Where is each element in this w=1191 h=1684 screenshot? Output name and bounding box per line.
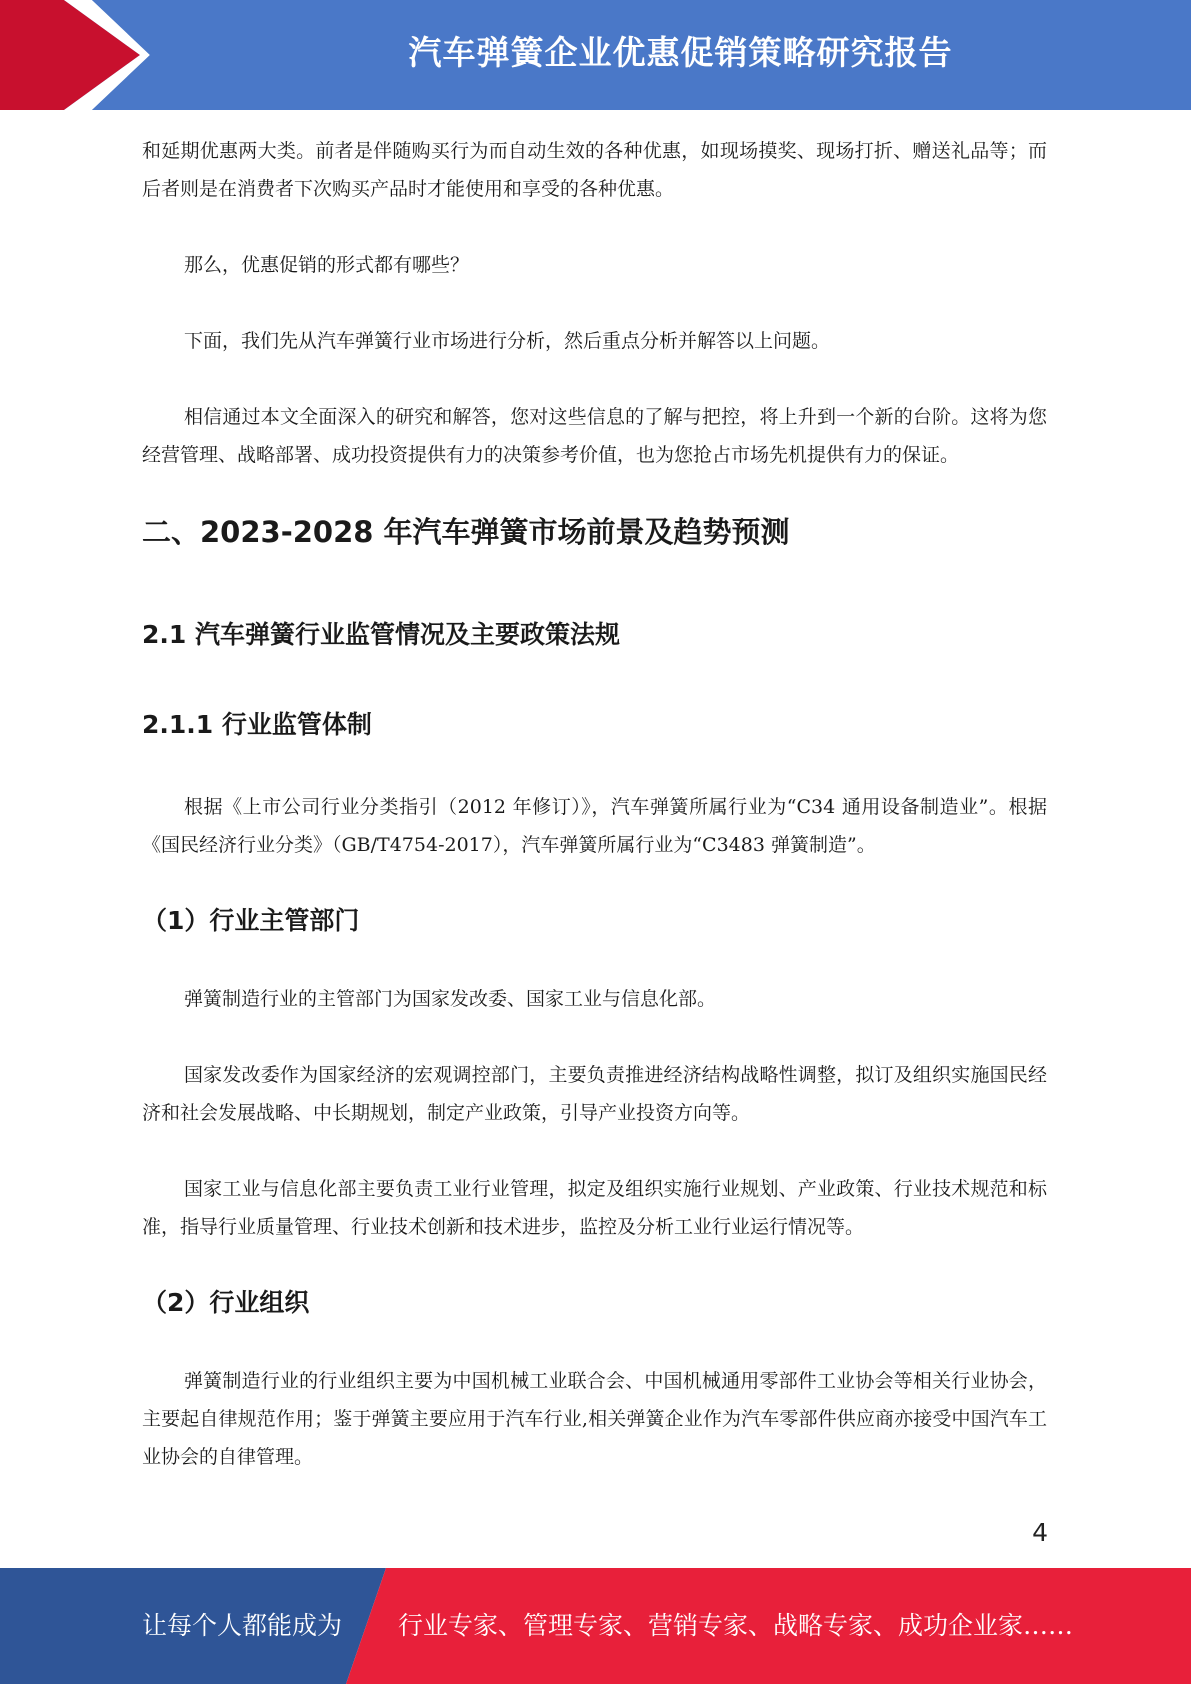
paragraph: 下面，我们先从汽车弹簧行业市场进行分析，然后重点分析并解答以上问题。 — [184, 330, 831, 352]
subsection-heading: 2.1 汽车弹簧行业监管情况及主要政策法规 — [142, 620, 620, 649]
paragraph: 相信通过本文全面深入的研究和解答，您对这些信息的了解与把控，将上升到一个新的台阶。这将为您经营管理、战略部署、成功投资提供有力的决策参考价值，也为您抢占市场先机提供有力的保证。 — [142, 406, 1047, 466]
section-heading: 二、2023-2028 年汽车弹簧市场前景及趋势预测 — [142, 515, 790, 549]
document-body — [142, 132, 1047, 1514]
footer-slogan-left: 让每个人都能成为 — [142, 1611, 343, 1640]
page-header — [0, 0, 1191, 110]
paragraph: 弹簧制造行业的行业组织主要为中国机械工业联合会、中国机械通用零部件工业协会等相关行业协会，主要起自律规范作用；鉴于弹簧主要应用于汽车行业,相关弹簧企业作为汽车零部件供应商亦接受中国汽车工业协会的自律管理。 — [142, 1370, 1047, 1468]
item-heading: （1）行业主管部门 — [142, 906, 360, 935]
paragraph: 和延期优惠两大类。前者是伴随购买行为而自动生效的各种优惠，如现场摸奖、现场打折、赠送礼品等；而后者则是在消费者下次购买产品时才能使用和享受的各种优惠。 — [142, 140, 1047, 200]
page-footer — [0, 1568, 1191, 1684]
paragraph: 那么，优惠促销的形式都有哪些？ — [184, 254, 470, 276]
subsubsection-heading: 2.1.1 行业监管体制 — [142, 710, 372, 739]
report-title: 汽车弹簧企业优惠促销策略研究报告 — [408, 33, 953, 72]
paragraph: 根据《上市公司行业分类指引（2012 年修订）》，汽车弹簧所属行业为“C34 通用设备制造业”。根据《国民经济行业分类》（GB/T4754-2017），汽车弹簧所属行业为“C3483 弹簧制造”。 — [142, 796, 1047, 856]
header-arrow-decoration — [0, 0, 170, 110]
footer-slogan-right: 行业专家、管理专家、营销专家、战略专家、成功企业家…… — [398, 1611, 1074, 1640]
paragraph: 国家发改委作为国家经济的宏观调控部门，主要负责推进经济结构战略性调整，拟订及组织实施国民经济和社会发展战略、中长期规划，制定产业政策，引导产业投资方向等。 — [142, 1064, 1047, 1124]
paragraph: 国家工业与信息化部主要负责工业行业管理，拟定及组织实施行业规划、产业政策、行业技术规范和标准，指导行业质量管理、行业技术创新和技术进步，监控及分析工业行业运行情况等。 — [142, 1178, 1047, 1238]
page-number: 4 — [1032, 1518, 1048, 1547]
paragraph: 弹簧制造行业的主管部门为国家发改委、国家工业与信息化部。 — [184, 988, 717, 1010]
item-heading: （2）行业组织 — [142, 1288, 310, 1317]
